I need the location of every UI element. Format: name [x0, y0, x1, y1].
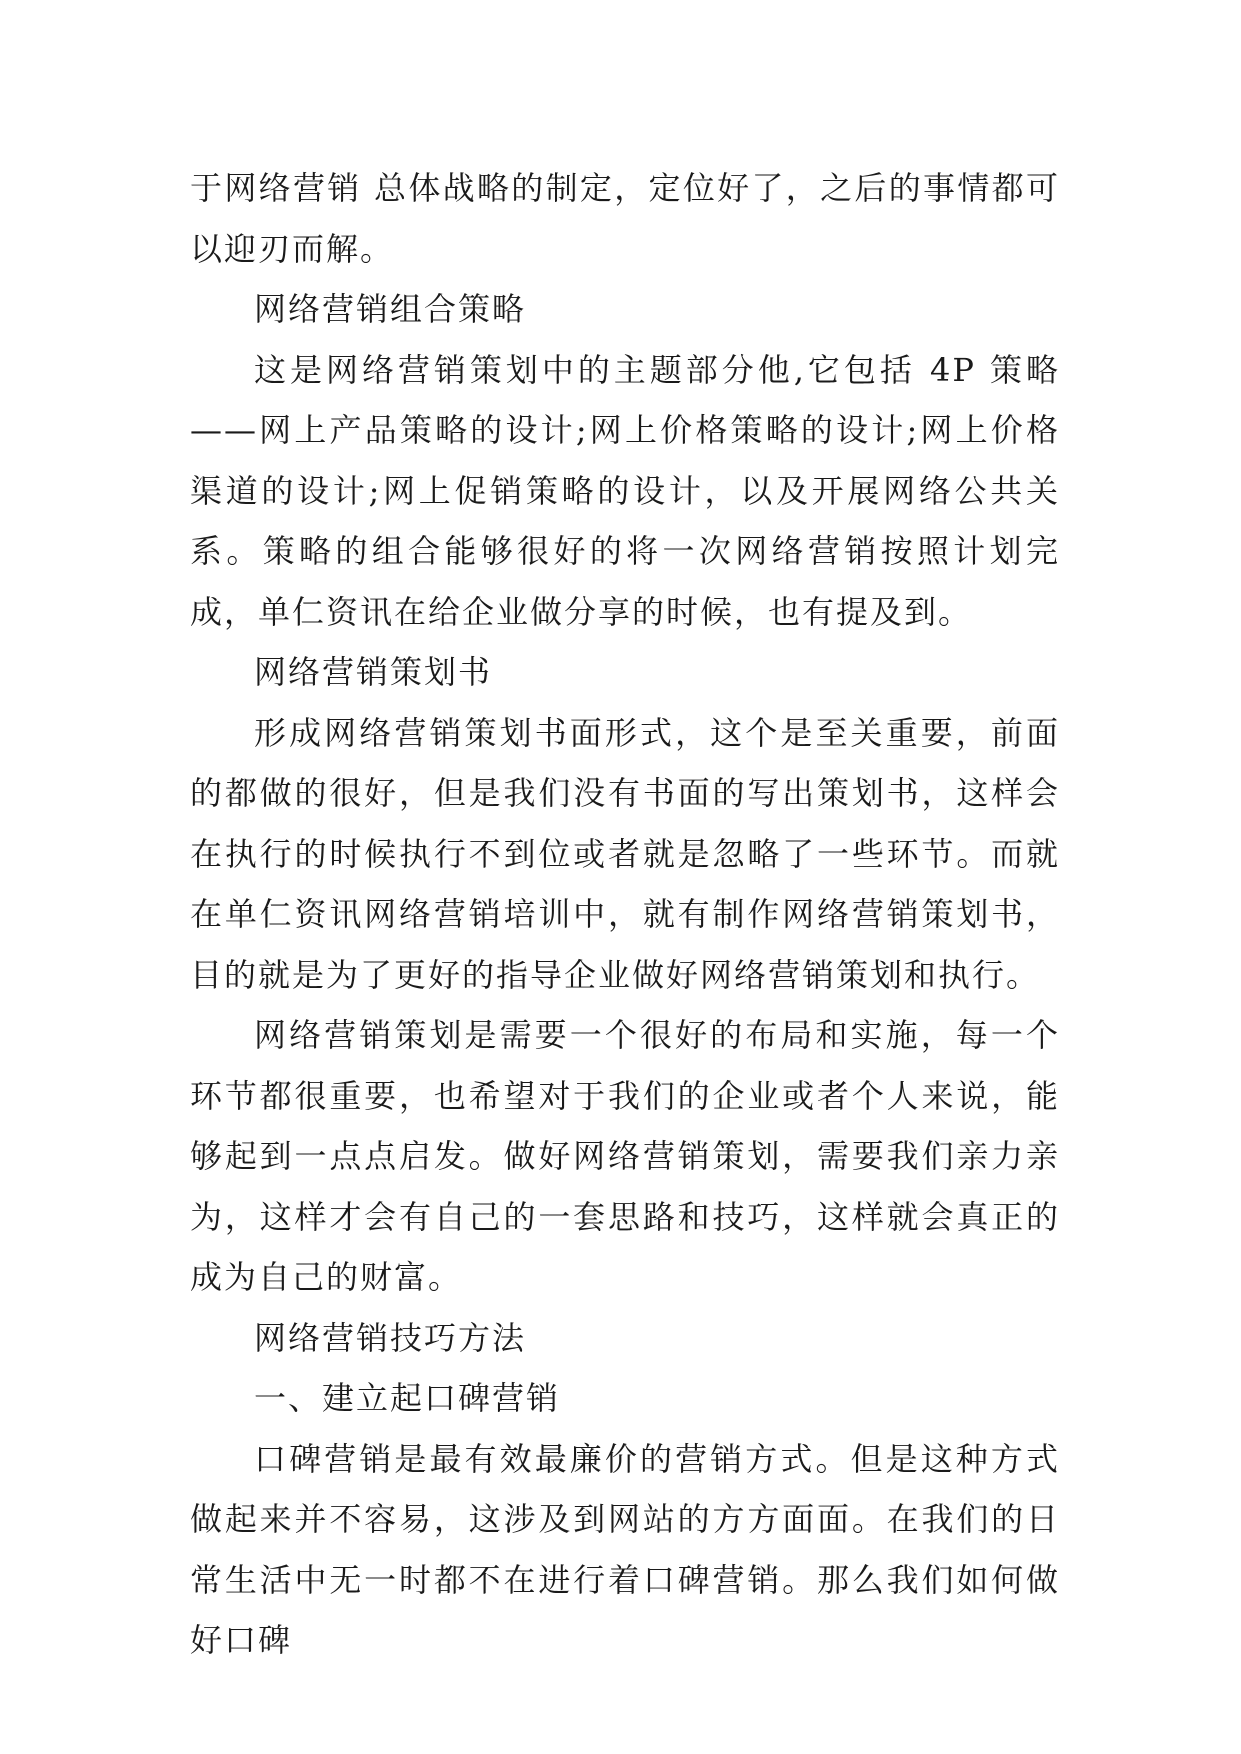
paragraph-continuation: 于网络营销 总体战略的制定，定位好了，之后的事情都可以迎刃而解。 [190, 169, 1060, 268]
section-heading-plan-document: 网络营销策划书 [254, 653, 493, 691]
paragraph-word-of-mouth: 口碑营销是最有效最廉价的营销方式。但是这种方式做起来并不容易，这涉及到网站的方方面面。在我们的日常生活中无一时都不在进行着口碑营销。那么我们如何做好口碑 [190, 1439, 1060, 1659]
paragraph-plan-document: 形成网络营销策划书面形式，这个是至关重要，前面的都做的很好，但是我们没有书面的写出策划书，这样会在执行的时候执行不到位或者就是忽略了一些环节。而就在单仁资讯网络营销培训中，就有制作网络营销策划书，目的就是为了更好的指导企业做好网络营销策划和执行。 [190, 713, 1060, 994]
paragraph-planning-summary: 网络营销策划是需要一个很好的布局和实施，每一个环节都很重要，也希望对于我们的企业或者个人来说，能够起到一点点启发。做好网络营销策划，需要我们亲力亲为，这样才会有自己的一套思路和技巧，这样就会真正的成为自己的财富。 [190, 1016, 1060, 1296]
section-heading-marketing-mix: 网络营销组合策略 [254, 290, 527, 328]
paragraph-marketing-mix: 这是网络营销策划中的主题部分他,它包括 4P 策略——网上产品策略的设计;网上价格策略的设计;网上价格渠道的设计;网上促销策略的设计，以及开展网络公共关系。策略的组合能够很好的将一次网络营销按照计划完成，单仁资讯在给企业做分享的时候，也有提及到。 [190, 350, 1060, 631]
subheading-word-of-mouth: 一、建立起口碑营销 [254, 1379, 561, 1417]
document-body [190, 158, 1060, 1671]
section-heading-techniques: 网络营销技巧方法 [254, 1318, 527, 1357]
